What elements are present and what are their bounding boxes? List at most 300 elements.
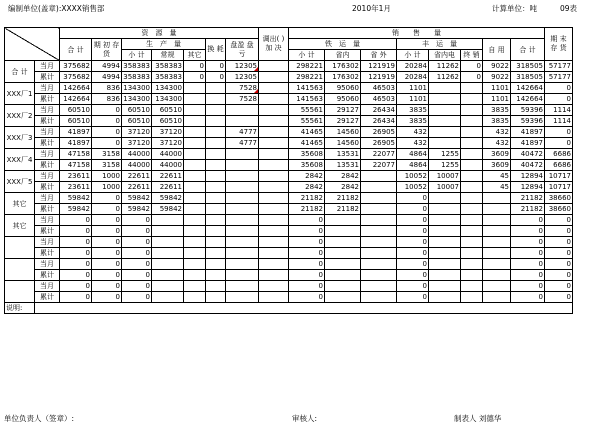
data-cell: 38660	[545, 204, 573, 215]
data-cell	[461, 270, 483, 281]
data-cell	[226, 105, 259, 116]
col-railway: 铁 运 量	[289, 39, 397, 50]
data-cell	[483, 226, 511, 237]
data-cell: 29127	[325, 105, 361, 116]
data-cell: 836	[92, 83, 122, 94]
data-cell: 11262	[429, 72, 461, 83]
data-cell: 13531	[325, 149, 361, 160]
data-cell: 0	[60, 292, 92, 303]
col-production: 生 产 量	[122, 39, 206, 50]
data-cell: 0	[511, 215, 545, 226]
col-rail-in-prov: 省内	[325, 50, 361, 61]
col-resource-total: 合 计	[60, 39, 92, 61]
calc-unit: 计算单位：吨	[492, 4, 537, 13]
data-cell: 0	[92, 281, 122, 292]
notes-label: 说明:	[5, 303, 35, 314]
data-cell: 0	[461, 72, 483, 83]
data-cell	[259, 248, 289, 259]
data-cell: 358383	[123, 62, 150, 70]
data-cell: 3158	[92, 160, 122, 171]
data-cell: 0	[122, 237, 152, 248]
col-ship: 丰 运 量	[397, 39, 483, 50]
data-cell: 4777	[226, 127, 259, 138]
data-cell: 41465	[289, 127, 325, 138]
data-cell: 37120	[152, 138, 184, 149]
data-cell: 29127	[325, 116, 361, 127]
data-cell: 0	[289, 226, 325, 237]
data-cell	[259, 226, 289, 237]
data-cell	[206, 237, 226, 248]
data-cell	[226, 215, 259, 226]
data-cell: 95060	[325, 83, 361, 94]
data-cell: 318505	[511, 72, 545, 83]
data-cell: 26434	[361, 105, 397, 116]
data-cell: 47158	[60, 160, 92, 171]
data-cell: 0	[545, 226, 573, 237]
data-cell	[206, 116, 226, 127]
data-cell: 0	[92, 259, 122, 270]
data-cell: 57177	[545, 72, 573, 83]
data-cell	[429, 94, 461, 105]
row-period-label: 累计	[35, 72, 60, 83]
data-cell: 0	[60, 226, 92, 237]
data-cell: 60510	[60, 105, 92, 116]
data-cell: 7528	[226, 94, 259, 105]
data-cell: 60510	[152, 105, 184, 116]
data-cell	[206, 105, 226, 116]
data-cell	[259, 171, 289, 182]
col-rail-out-prov: 省 外	[361, 50, 397, 61]
data-cell: 14560	[325, 138, 361, 149]
data-cell: 12305	[226, 72, 259, 83]
data-cell: 0	[60, 270, 92, 281]
data-cell	[184, 116, 206, 127]
data-cell	[152, 292, 184, 303]
data-cell	[461, 105, 483, 116]
data-cell: 55561	[289, 116, 325, 127]
row-period-label: 当月	[35, 259, 60, 270]
row-period-label: 累计	[35, 270, 60, 281]
row-group-label	[5, 237, 35, 259]
data-cell: 22077	[361, 160, 397, 171]
data-cell: 40472	[511, 160, 545, 171]
data-cell: 0	[60, 281, 92, 292]
table-row	[5, 160, 573, 171]
data-cell: 23611	[60, 182, 92, 193]
data-cell	[206, 281, 226, 292]
col-ship-subtotal: 小 计	[397, 50, 429, 61]
data-cell	[461, 248, 483, 259]
row-period-label: 累计	[35, 226, 60, 237]
data-cell: 59842	[122, 193, 152, 204]
notes-area	[35, 303, 573, 314]
data-cell: 0	[92, 138, 122, 149]
data-cell	[361, 237, 397, 248]
data-cell: 0	[545, 281, 573, 292]
data-cell	[259, 116, 289, 127]
data-cell	[184, 138, 206, 149]
data-cell	[206, 171, 226, 182]
data-cell: 1101	[397, 83, 429, 94]
data-cell	[206, 83, 226, 94]
data-cell: 35608	[289, 149, 325, 160]
data-cell: 21182	[289, 204, 325, 215]
data-cell: 1000	[92, 171, 122, 182]
data-cell	[461, 259, 483, 270]
table-row	[5, 127, 573, 138]
data-cell: 134300	[123, 95, 150, 103]
data-cell: 0	[206, 61, 226, 72]
table-row	[5, 270, 573, 281]
data-cell: 4994	[92, 61, 122, 72]
data-cell: 0	[397, 237, 429, 248]
row-period-label: 累计	[35, 292, 60, 303]
row-group-label: 其它	[5, 193, 35, 215]
data-cell	[461, 116, 483, 127]
data-cell: 121919	[361, 72, 397, 83]
data-cell	[184, 292, 206, 303]
data-cell: 12894	[511, 182, 545, 193]
data-cell: 10052	[397, 182, 429, 193]
data-cell	[483, 215, 511, 226]
data-cell	[461, 182, 483, 193]
data-cell	[206, 127, 226, 138]
data-cell: 0	[397, 204, 429, 215]
data-cell: 1101	[397, 94, 429, 105]
data-cell: 60510	[122, 116, 152, 127]
data-cell	[259, 138, 289, 149]
data-cell: 1114	[545, 116, 573, 127]
data-cell: 0	[545, 94, 573, 105]
data-cell	[361, 259, 397, 270]
data-cell	[259, 61, 289, 72]
data-cell	[184, 83, 206, 94]
data-cell: 0	[461, 61, 483, 72]
data-cell: 3835	[397, 105, 429, 116]
data-cell: 0	[92, 226, 122, 237]
data-cell: 0	[289, 281, 325, 292]
col-surplus-loss: 盘盈 盘亏	[226, 39, 259, 61]
data-cell	[206, 292, 226, 303]
data-cell: 134300	[123, 84, 150, 92]
data-cell	[461, 292, 483, 303]
data-cell	[461, 171, 483, 182]
data-cell: 0	[545, 270, 573, 281]
data-cell	[461, 127, 483, 138]
data-cell: 0	[122, 215, 152, 226]
data-cell: 298221	[289, 72, 325, 83]
data-cell: 60510	[122, 105, 152, 116]
data-cell: 0	[92, 105, 122, 116]
footer-reviewer: 审核人:	[292, 414, 318, 423]
data-cell: 0	[397, 292, 429, 303]
table-row	[5, 61, 573, 72]
data-cell: 141563	[289, 83, 325, 94]
data-cell	[361, 226, 397, 237]
data-cell	[152, 281, 184, 292]
data-cell	[184, 149, 206, 160]
data-cell	[325, 215, 361, 226]
data-cell: 1114	[545, 105, 573, 116]
data-cell: 22611	[122, 182, 152, 193]
data-cell	[325, 237, 361, 248]
data-cell: 142664	[511, 94, 545, 105]
data-cell	[206, 160, 226, 171]
data-cell	[184, 127, 206, 138]
row-period-label: 当月	[35, 61, 60, 72]
row-period-label: 当月	[35, 105, 60, 116]
data-cell: 0	[289, 292, 325, 303]
data-cell: 0	[289, 237, 325, 248]
data-cell	[184, 204, 206, 215]
row-group-label: XXX厂4	[5, 149, 35, 171]
data-cell: 60510	[152, 116, 184, 127]
data-cell: 21182	[289, 193, 325, 204]
table-row	[5, 171, 573, 182]
data-cell	[226, 281, 259, 292]
data-cell	[429, 105, 461, 116]
data-cell: 20284	[397, 72, 429, 83]
row-group-label: 合 计	[5, 61, 35, 83]
data-cell: 0	[60, 215, 92, 226]
data-cell	[429, 237, 461, 248]
data-cell: 22611	[152, 182, 184, 193]
data-cell: 0	[92, 237, 122, 248]
data-cell: 59396	[511, 116, 545, 127]
data-cell	[259, 270, 289, 281]
data-cell: 432	[397, 138, 429, 149]
data-cell	[259, 292, 289, 303]
data-cell: 3609	[483, 149, 511, 160]
data-cell	[361, 182, 397, 193]
data-cell: 0	[184, 72, 206, 83]
data-cell: 0	[92, 248, 122, 259]
data-cell: 59842	[122, 204, 152, 215]
table-row	[5, 259, 573, 270]
data-cell: 0	[289, 270, 325, 281]
row-period-label: 累计	[35, 94, 60, 105]
data-cell: 375682	[60, 72, 92, 83]
data-cell: 432	[483, 127, 511, 138]
data-cell: 44000	[122, 149, 152, 160]
row-period-label: 当月	[35, 83, 60, 94]
data-cell: 0	[289, 215, 325, 226]
data-cell	[259, 204, 289, 215]
row-group-label: XXX厂3	[5, 127, 35, 149]
row-period-label: 累计	[35, 160, 60, 171]
data-cell	[483, 193, 511, 204]
row-period-label: 当月	[35, 237, 60, 248]
data-cell: 40472	[511, 149, 545, 160]
data-cell	[461, 237, 483, 248]
data-cell: 3158	[92, 149, 122, 160]
row-group-label: 其它	[5, 215, 35, 237]
data-cell	[461, 83, 483, 94]
row-group-label: XXX厂5	[5, 171, 35, 193]
table-row	[5, 182, 573, 193]
corner-cell	[5, 28, 60, 61]
data-cell: 0	[184, 61, 206, 72]
data-cell	[226, 182, 259, 193]
data-cell: 21182	[511, 204, 545, 215]
data-cell: 59396	[511, 105, 545, 116]
data-cell	[325, 226, 361, 237]
data-cell: 0	[122, 259, 152, 270]
data-cell: 10007	[429, 182, 461, 193]
data-cell	[226, 171, 259, 182]
data-cell	[483, 237, 511, 248]
data-cell	[226, 270, 259, 281]
data-cell	[461, 204, 483, 215]
data-cell: 0	[545, 127, 573, 138]
data-cell: 38660	[545, 193, 573, 204]
data-cell	[259, 259, 289, 270]
table-row	[5, 94, 573, 105]
sales-report-table	[4, 27, 573, 314]
data-cell	[206, 182, 226, 193]
data-cell: 4777	[226, 138, 259, 149]
data-cell: 0	[397, 259, 429, 270]
col-rail-subtotal: 小 计	[289, 50, 325, 61]
data-cell	[361, 248, 397, 259]
data-cell	[259, 72, 289, 83]
col-closing-stock: 期 末 存 货	[545, 28, 573, 61]
data-cell: 134300	[152, 83, 184, 94]
data-cell	[325, 292, 361, 303]
col-opening-stock: 期 初 存 货	[92, 39, 122, 61]
data-cell: 59842	[60, 193, 92, 204]
data-cell	[206, 94, 226, 105]
data-cell: 9022	[483, 72, 511, 83]
data-cell	[206, 270, 226, 281]
row-period-label: 当月	[35, 149, 60, 160]
data-cell	[461, 215, 483, 226]
row-period-label: 累计	[35, 204, 60, 215]
data-cell: 0	[397, 281, 429, 292]
data-cell: 0	[92, 193, 122, 204]
data-cell: 318505	[511, 61, 545, 72]
data-cell	[429, 83, 461, 94]
data-cell: 0	[92, 116, 122, 127]
data-cell	[483, 270, 511, 281]
data-cell	[461, 193, 483, 204]
data-cell: 26905	[361, 127, 397, 138]
data-cell	[184, 281, 206, 292]
data-cell	[483, 281, 511, 292]
data-cell: 55561	[289, 105, 325, 116]
data-cell	[184, 237, 206, 248]
data-cell: 0	[511, 226, 545, 237]
data-cell: 9022	[483, 61, 511, 72]
data-cell	[429, 116, 461, 127]
data-cell	[429, 193, 461, 204]
table-row	[5, 83, 573, 94]
data-cell: 10717	[545, 171, 573, 182]
data-cell: 4864	[397, 160, 429, 171]
data-cell: 176302	[325, 72, 361, 83]
table-row	[5, 72, 573, 83]
data-cell: 0	[511, 248, 545, 259]
data-cell: 46503	[361, 83, 397, 94]
data-cell: 14560	[325, 127, 361, 138]
data-cell: 432	[483, 138, 511, 149]
row-period-label: 累计	[35, 248, 60, 259]
data-cell	[483, 292, 511, 303]
data-cell: 0	[122, 226, 152, 237]
data-cell	[259, 281, 289, 292]
report-period: 2010年1月	[352, 4, 391, 13]
data-cell	[184, 259, 206, 270]
col-exchange: 换 耗	[206, 39, 226, 61]
data-cell: 1101	[483, 94, 511, 105]
data-cell	[361, 193, 397, 204]
data-cell	[206, 248, 226, 259]
data-cell: 41897	[60, 138, 92, 149]
data-cell	[259, 182, 289, 193]
data-cell: 2842	[289, 182, 325, 193]
data-cell	[259, 193, 289, 204]
data-cell: 21182	[511, 193, 545, 204]
data-cell	[226, 237, 259, 248]
data-cell: 59842	[152, 204, 184, 215]
data-cell	[206, 204, 226, 215]
data-cell	[361, 171, 397, 182]
data-cell	[152, 270, 184, 281]
data-cell	[429, 259, 461, 270]
row-period-label: 累计	[35, 116, 60, 127]
table-row	[5, 204, 573, 215]
col-prod-subtotal: 小 计	[122, 50, 152, 61]
data-cell	[184, 105, 206, 116]
data-cell	[325, 270, 361, 281]
data-cell	[361, 204, 397, 215]
data-cell	[325, 259, 361, 270]
data-cell: 4994	[92, 72, 122, 83]
data-cell: 44000	[152, 160, 184, 171]
row-period-label: 当月	[35, 215, 60, 226]
data-cell	[429, 281, 461, 292]
data-cell: 0	[92, 215, 122, 226]
data-cell: 121919	[361, 61, 397, 72]
row-group-label	[5, 281, 35, 303]
form-number: 09表	[560, 4, 578, 13]
data-cell	[483, 259, 511, 270]
data-cell	[361, 292, 397, 303]
table-row	[5, 116, 573, 127]
data-cell: 0	[60, 237, 92, 248]
data-cell: 176302	[325, 61, 361, 72]
data-cell: 44000	[152, 149, 184, 160]
data-cell: 44000	[122, 160, 152, 171]
col-sales: 销 售 量	[289, 28, 545, 39]
data-cell	[206, 138, 226, 149]
data-cell	[226, 248, 259, 259]
data-cell: 0	[545, 259, 573, 270]
table-row	[5, 226, 573, 237]
data-cell	[226, 204, 259, 215]
data-cell	[461, 94, 483, 105]
data-cell: 1255	[429, 149, 461, 160]
data-cell	[226, 160, 259, 171]
data-cell	[206, 149, 226, 160]
data-cell: 2842	[325, 171, 361, 182]
data-cell: 46503	[361, 94, 397, 105]
data-cell: 0	[397, 248, 429, 259]
data-cell: 0	[545, 292, 573, 303]
col-prod-regular: 常规	[152, 50, 184, 61]
data-cell	[152, 237, 184, 248]
data-cell: 41897	[60, 127, 92, 138]
